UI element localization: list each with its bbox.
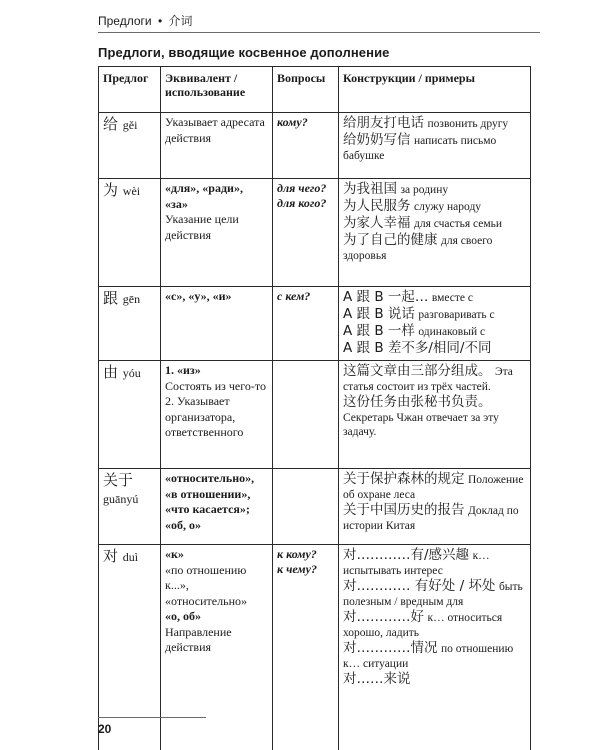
column-header-examples: Конструкции / примеры bbox=[339, 67, 531, 113]
cell-questions bbox=[273, 361, 339, 469]
example-chinese: 对……来说 bbox=[343, 671, 411, 687]
cell-examples bbox=[339, 361, 531, 469]
equivalent-line: «к» bbox=[165, 547, 184, 561]
cell-equivalent bbox=[161, 545, 273, 750]
cell-questions bbox=[273, 179, 339, 287]
example-entry bbox=[343, 198, 526, 215]
example-entry bbox=[343, 640, 526, 671]
question-text: к чему? bbox=[277, 562, 317, 576]
example-chinese: A 跟 B 一样 bbox=[343, 323, 415, 339]
table-row bbox=[99, 287, 531, 361]
example-chinese: 对…………有/感兴趣 bbox=[343, 547, 470, 563]
cell-questions bbox=[273, 113, 339, 179]
example-entry bbox=[343, 115, 526, 132]
header-bullet: • bbox=[157, 14, 163, 28]
preposition-hanzi: 关于 bbox=[103, 471, 134, 489]
example-entry bbox=[343, 215, 526, 232]
example-russian: позвонить другу bbox=[427, 118, 509, 130]
preposition-hanzi: 为 bbox=[103, 181, 119, 199]
equivalent-line: «относительно» bbox=[165, 593, 248, 608]
example-chinese: A 跟 B 说话 bbox=[343, 306, 415, 322]
table-row bbox=[99, 545, 531, 750]
table-body bbox=[99, 113, 531, 750]
example-entry bbox=[343, 323, 526, 340]
cell-equivalent bbox=[161, 287, 273, 361]
example-russian: по отношению к… ситуации bbox=[343, 643, 514, 670]
column-header-preposition: Предлог bbox=[99, 67, 161, 113]
example-russian: одинаковый с bbox=[418, 326, 486, 338]
cell-examples bbox=[339, 113, 531, 179]
example-chinese: 关于保护森林的规定 bbox=[343, 471, 465, 487]
cell-equivalent bbox=[161, 469, 273, 545]
equivalent-line: Состоять из чего-то bbox=[165, 378, 266, 393]
example-russian: к… испытывать интерес bbox=[343, 550, 490, 577]
cell-questions bbox=[273, 545, 339, 750]
column-header-equivalent: Эквивалент / использование bbox=[161, 67, 273, 113]
example-russian: Секретарь Чжан отвечает за эту задачу. bbox=[343, 412, 499, 438]
example-chinese: 为人民服务 bbox=[343, 198, 411, 214]
preposition-pinyin: gēn bbox=[122, 292, 141, 306]
cell-preposition bbox=[99, 545, 161, 750]
example-entry bbox=[343, 578, 526, 609]
cell-preposition bbox=[99, 361, 161, 469]
running-title: Предлоги bbox=[98, 14, 152, 28]
equivalent-line: «относительно», «в отношении», «что касается»; «об, о» bbox=[165, 471, 255, 532]
cell-preposition bbox=[99, 179, 161, 287]
preposition-hanzi: 给 bbox=[103, 115, 119, 133]
prepositions-table bbox=[98, 66, 531, 750]
cell-questions bbox=[273, 287, 339, 361]
table-row bbox=[99, 113, 531, 179]
cell-questions bbox=[273, 469, 339, 545]
footer-rule bbox=[98, 717, 206, 718]
equivalent-line: Указание цели действия bbox=[165, 212, 239, 242]
column-header-questions: Вопросы bbox=[273, 67, 339, 113]
example-entry bbox=[343, 181, 526, 198]
running-header bbox=[98, 12, 540, 33]
example-chinese: A 跟 B 一起… bbox=[343, 289, 429, 305]
example-chinese: 为我祖国 bbox=[343, 181, 397, 197]
question-text: кому? bbox=[277, 115, 308, 129]
cell-preposition bbox=[99, 287, 161, 361]
example-entry bbox=[343, 232, 526, 263]
question-text: к кому? bbox=[277, 547, 317, 561]
example-entry bbox=[343, 340, 526, 357]
cell-examples bbox=[339, 179, 531, 287]
page-number: 20 bbox=[98, 722, 112, 736]
equivalent-line: Указывает адресата действия bbox=[165, 115, 265, 145]
example-chinese: 这份任务由张秘书负责。 bbox=[343, 394, 492, 410]
example-russian: Эта статья состоит из трёх частей. bbox=[343, 366, 513, 393]
table-row bbox=[99, 469, 531, 545]
cell-preposition bbox=[99, 113, 161, 179]
preposition-hanzi: 对 bbox=[103, 547, 119, 565]
example-chinese: 给奶奶写信 bbox=[343, 132, 411, 148]
example-russian: служу народу bbox=[414, 201, 482, 213]
example-russian: написать письмо бабушке bbox=[343, 135, 497, 162]
equivalent-line: Направление действия bbox=[165, 624, 232, 654]
cell-examples bbox=[339, 287, 531, 361]
example-entry bbox=[343, 471, 526, 502]
example-entry bbox=[343, 394, 526, 439]
table-header bbox=[99, 67, 531, 113]
example-russian: разговаривать с bbox=[418, 309, 495, 321]
cell-equivalent bbox=[161, 113, 273, 179]
example-chinese: 对………… 有好处 / 坏处 bbox=[343, 578, 496, 594]
example-entry bbox=[343, 363, 526, 394]
example-chinese: 对…………情况 bbox=[343, 640, 438, 656]
example-russian: за родину bbox=[400, 184, 449, 196]
example-entry bbox=[343, 502, 526, 533]
cell-examples bbox=[339, 469, 531, 545]
cell-examples bbox=[339, 545, 531, 750]
example-chinese: 给朋友打电话 bbox=[343, 115, 424, 131]
example-russian: вместе с bbox=[431, 292, 473, 304]
preposition-pinyin: wèi bbox=[122, 184, 141, 198]
preposition-pinyin: duì bbox=[122, 550, 139, 564]
preposition-pinyin: yóu bbox=[122, 366, 141, 380]
equivalent-line: «по отношению к...», bbox=[165, 562, 247, 592]
preposition-hanzi: 由 bbox=[103, 363, 119, 381]
example-chinese: A 跟 B 差不多/相同/不同 bbox=[343, 340, 492, 356]
equivalent-line: «о, об» bbox=[165, 609, 201, 623]
preposition-pinyin: guānyú bbox=[103, 492, 139, 506]
example-entry bbox=[343, 547, 526, 578]
equivalent-line: 1. «из» bbox=[165, 363, 201, 377]
example-russian: Доклад по истории Китая bbox=[343, 505, 519, 532]
cell-equivalent bbox=[161, 361, 273, 469]
preposition-pinyin: gěi bbox=[122, 118, 138, 132]
section-title: Предлоги, вводящие косвенное дополнение bbox=[98, 45, 390, 60]
example-chinese: 这篇文章由三部分组成。 bbox=[343, 363, 492, 379]
example-russian: для счастья семьи bbox=[414, 218, 503, 230]
example-entry bbox=[343, 306, 526, 323]
equivalent-line: «для», «ради», «за» bbox=[165, 181, 243, 211]
example-russian: Положение об охране леса bbox=[343, 474, 524, 501]
example-russian: быть полезным / вредным для bbox=[343, 581, 523, 608]
equivalent-line: 2. Указывает организатора, ответственного bbox=[165, 394, 244, 439]
question-text: для кого? bbox=[277, 196, 327, 210]
example-chinese: 为家人幸福 bbox=[343, 215, 411, 231]
preposition-hanzi: 跟 bbox=[103, 289, 119, 307]
example-russian: для своего здоровья bbox=[343, 235, 493, 262]
example-chinese: 为了自己的健康 bbox=[343, 232, 438, 248]
example-entry bbox=[343, 609, 526, 640]
example-chinese: 对…………好 bbox=[343, 609, 424, 625]
cell-equivalent bbox=[161, 179, 273, 287]
example-entry bbox=[343, 132, 526, 163]
example-entry bbox=[343, 289, 526, 306]
table-row bbox=[99, 361, 531, 469]
table-header-row bbox=[99, 67, 531, 113]
question-text: для чего? bbox=[277, 181, 327, 195]
example-chinese: 关于中国历史的报告 bbox=[343, 502, 465, 518]
question-text: с кем? bbox=[277, 289, 311, 303]
equivalent-line: «с», «у», «и» bbox=[165, 289, 232, 303]
table-row bbox=[99, 179, 531, 287]
cell-preposition bbox=[99, 469, 161, 545]
example-russian: к… относиться хорошо, ладить bbox=[343, 612, 503, 639]
example-entry bbox=[343, 671, 526, 688]
running-title-chinese: 介词 bbox=[168, 14, 193, 28]
